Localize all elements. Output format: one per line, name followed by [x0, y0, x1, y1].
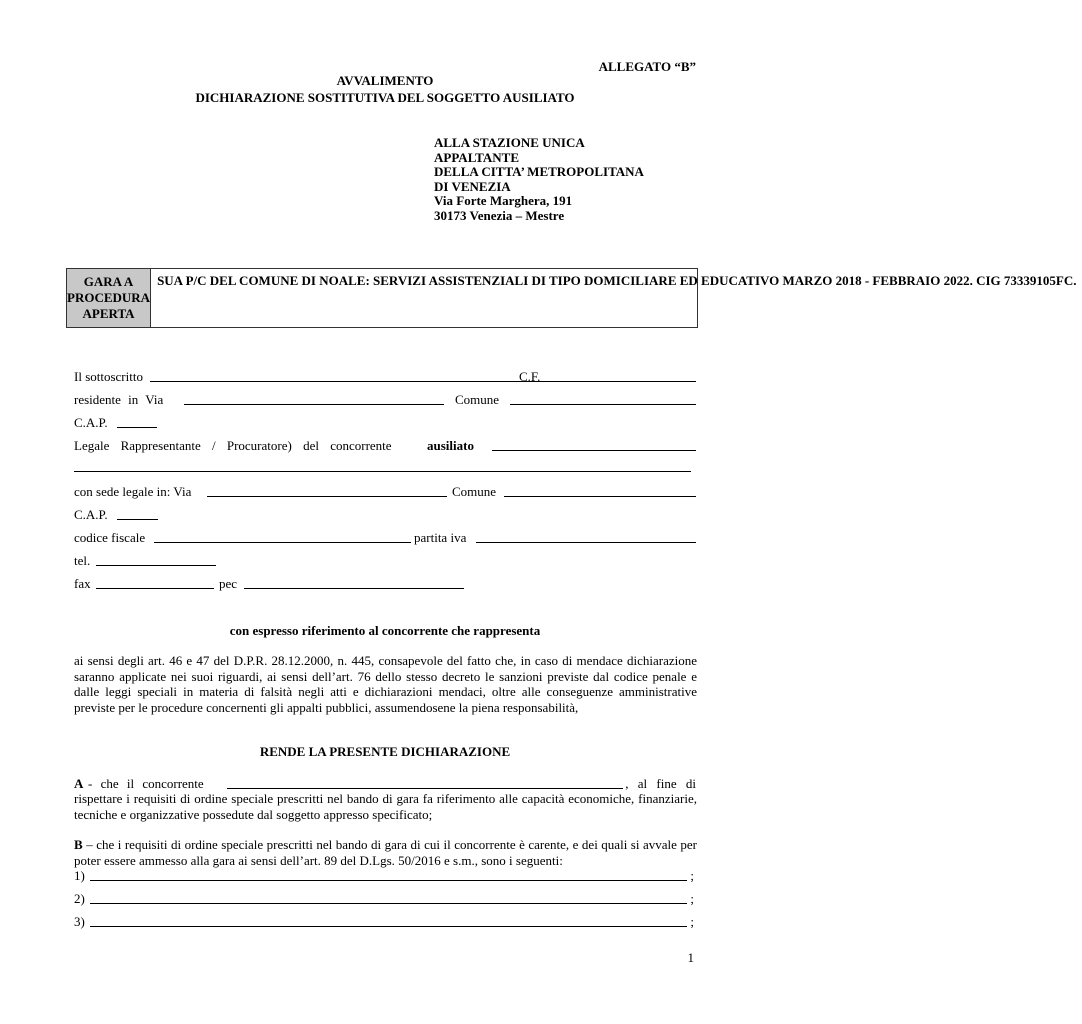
pec-label: pec	[219, 576, 238, 591]
cap2-field[interactable]	[117, 507, 158, 520]
document-title: AVVALIMENTO	[336, 73, 434, 88]
sottoscritto-label: Il sottoscritto	[74, 369, 143, 384]
legale-continuation-field[interactable]	[74, 459, 691, 472]
sede-via-field[interactable]	[207, 484, 447, 497]
allegato-label: ALLEGATO “B”	[598, 59, 696, 74]
section-a-text-end: , al fine di	[625, 776, 696, 791]
partita-iva-label: partita iva	[414, 530, 467, 545]
legale-field[interactable]	[492, 438, 696, 451]
declaration-paragraph: ai sensi degli art. 46 e 47 del D.P.R. 28.12.2000, n. 445, consapevole del fatto che, in caso di mendace dichiarazione saranno applicate nei suoi riguardi, ai sensi dell’art. 76 dello stesso decreto le sanzioni previste dal codice penale e dalle leggi speciali in materia di falsità negli atti e dichiarazioni mendaci, oltre alle conseguenze amministrative previste per le procedure concernenti gli appalti pubblici, assumendosene la piena responsabilità,	[74, 653, 697, 715]
cf-field[interactable]	[550, 369, 696, 382]
cap-field[interactable]	[117, 415, 157, 428]
address-line: 30173 Venezia – Mestre	[434, 207, 565, 223]
riferimento-heading: con espresso riferimento al concorrente che rappresenta	[229, 623, 541, 638]
item-end: ;	[690, 891, 694, 906]
address-line: Via Forte Marghera, 191	[434, 193, 573, 208]
cap2-label: C.A.P.	[74, 507, 108, 522]
recipient-address	[434, 136, 644, 223]
comune-field[interactable]	[510, 392, 696, 405]
legale-label: Legale Rappresentante / Procuratore) del concorrente	[74, 438, 392, 453]
gara-table	[66, 268, 1077, 328]
partita-iva-field[interactable]	[476, 530, 696, 543]
item-end: ;	[690, 914, 694, 929]
gara-type-line: APERTA	[82, 306, 135, 321]
comune-label: Comune	[455, 392, 500, 407]
address-line: DELLA CITTA’ METROPOLITANA	[434, 164, 644, 179]
pec-field[interactable]	[244, 576, 464, 589]
tel-field[interactable]	[96, 553, 216, 566]
cap-label: C.A.P.	[74, 415, 108, 430]
section-b-paragraph	[74, 837, 697, 868]
fax-label: fax	[74, 576, 91, 591]
document-subtitle: DICHIARAZIONE SOSTITUTIVA DEL SOGGETTO AUSILIATO	[195, 90, 575, 105]
address-line: DI VENEZIA	[434, 178, 511, 194]
section-a-paragraph: rispettare i requisiti di ordine speciale prescritti nel bando di gara fa riferimento alle capacità economiche, finanziarie, tecniche e organizzative possedute dal soggetto appresso specificato;	[74, 791, 697, 822]
requirement-field-1[interactable]	[90, 868, 687, 881]
gara-type-cell	[67, 269, 151, 327]
codice-fiscale-field[interactable]	[154, 530, 411, 543]
residente-via-field[interactable]	[184, 392, 444, 405]
gara-type-line: GARA A	[83, 274, 134, 289]
section-a-text: - che il concorrente	[88, 776, 204, 791]
gara-type-line: PROCEDURA	[67, 290, 151, 305]
item-number: 1)	[74, 868, 85, 883]
tel-label: tel.	[74, 553, 91, 568]
fax-field[interactable]	[96, 576, 214, 589]
address-line: ALLA STAZIONE UNICA	[434, 135, 585, 150]
item-number: 3)	[74, 914, 85, 929]
section-b-text: – che i requisiti di ordine speciale prescritti nel bando di gara di cui il concorrente è carente, e dei quali si avvale per poter essere ammesso alla gara ai sensi dell’art. 89 del D.Lgs. 50/2016 e s.m., sono i seguenti:	[74, 837, 698, 868]
cf-label: C.F.	[519, 369, 541, 384]
item-number: 2)	[74, 891, 85, 906]
comune2-field[interactable]	[504, 484, 696, 497]
section-b-letter: B	[74, 837, 83, 852]
requirement-field-3[interactable]	[90, 914, 687, 927]
ausiliato-label: ausiliato	[427, 438, 474, 453]
residente-label: residente in Via	[74, 392, 164, 407]
comune2-label: Comune	[452, 484, 497, 499]
sede-label: con sede legale in: Via	[74, 484, 192, 499]
requirement-field-2[interactable]	[90, 891, 687, 904]
address-line: APPALTANTE	[434, 149, 519, 165]
page-number: 1	[687, 950, 694, 965]
concorrente-field[interactable]	[227, 776, 623, 789]
codice-fiscale-label: codice fiscale	[74, 530, 146, 545]
rende-heading: RENDE LA PRESENTE DICHIARAZIONE	[259, 744, 511, 759]
item-end: ;	[690, 868, 694, 883]
gara-description: SUA P/C DEL COMUNE DI NOALE: SERVIZI ASSISTENZIALI DI TIPO DOMICILIARE ED EDUCATIVO MARZO 2018 - FEBBRAIO 2022. CIG 73339105FC.	[157, 273, 1077, 288]
section-a-letter: A	[74, 776, 84, 791]
